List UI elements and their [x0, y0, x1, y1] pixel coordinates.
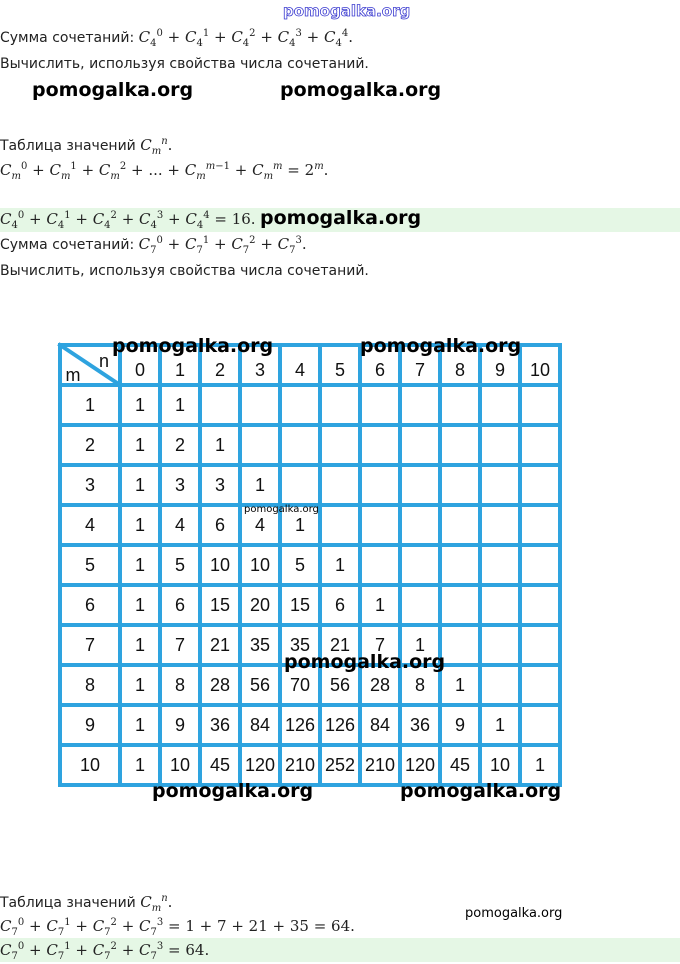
m-header: 6	[84, 595, 96, 615]
m-header: 5	[84, 555, 96, 575]
result-formula-2: $C_7^0 + C_7^1 + C_7^2 + C_7^3 = 64$.	[0, 941, 210, 962]
table-cell: 36	[409, 715, 431, 735]
n-header: 8	[454, 360, 466, 380]
n-header: 10	[529, 360, 551, 380]
m-header: 2	[84, 435, 96, 455]
table-cell: 210	[284, 755, 316, 775]
table-cell: 6	[334, 595, 346, 615]
result-formula-1: $C_4^0 + C_4^1 + C_4^2 + C_4^3 + C_4^4 = 16$.	[0, 210, 256, 231]
table-cell: 4	[174, 515, 186, 535]
watermark-table-mid: pomogalka.org	[284, 651, 446, 673]
table-cell: 28	[209, 675, 231, 695]
table-cell: 45	[209, 755, 231, 775]
sum-line-2: Сумма сочетаний: $C_7^0 + C_7^1 + C_7^2 + C_7^3$.	[0, 235, 307, 256]
table-cell: 4	[254, 515, 266, 535]
n-header: 9	[494, 360, 506, 380]
watermark-row1-right: pomogalka.org	[280, 79, 442, 101]
m-header: 4	[84, 515, 96, 535]
table-cell: 10	[169, 755, 191, 775]
table-cell: 1	[134, 755, 146, 775]
table-cell: 84	[249, 715, 271, 735]
table-cell: 3	[214, 475, 226, 495]
table-cell: 6	[214, 515, 226, 535]
n-header: 6	[374, 360, 386, 380]
table-cell: 56	[249, 675, 271, 695]
table-cell: 120	[404, 755, 436, 775]
table-cell: 1	[134, 595, 146, 615]
table-cell: 15	[289, 595, 311, 615]
watermark-table-bottom-right: pomogalka.org	[400, 780, 562, 802]
table-cell: 45	[449, 755, 471, 775]
table-cell: 126	[324, 715, 356, 735]
n-header: 1	[174, 360, 186, 380]
table-cell: 2	[174, 435, 186, 455]
m-header: 7	[84, 635, 96, 655]
table-cell: 1	[494, 715, 506, 735]
table-cell: 9	[174, 715, 186, 735]
table-cell: 1	[334, 555, 346, 575]
table-cell: 6	[174, 595, 186, 615]
table-cell: 21	[329, 635, 351, 655]
table-cell: 210	[364, 755, 396, 775]
watermark-table-bottom-left: pomogalka.org	[152, 780, 314, 802]
table-cell: 5	[174, 555, 186, 575]
table-label-1: Таблица значений $C_m^n$.	[0, 136, 173, 157]
table-cell: 20	[249, 595, 271, 615]
m-header: 8	[84, 675, 96, 695]
n-header: 4	[294, 360, 306, 380]
sum-label-1: Сумма сочетаний:	[0, 30, 139, 46]
table-cell: 1	[134, 675, 146, 695]
n-header: 5	[334, 360, 346, 380]
table-cell: 252	[324, 755, 356, 775]
m-header: 9	[84, 715, 96, 735]
table-cell: 1	[254, 475, 266, 495]
watermark-table-mid-small: pomogalka.org	[244, 504, 319, 515]
table-cell: 1	[454, 675, 466, 695]
table-cell: 8	[414, 675, 426, 695]
table-cell: 1	[134, 395, 146, 415]
table-cell: 1	[134, 635, 146, 655]
watermark-bottom-right: pomogalka.org	[465, 906, 563, 921]
table-cell: 84	[369, 715, 391, 735]
identity-formula: $C_m^0 + C_m^1 + C_m^2$ + ... + $C_m^{m-1} + C_m^m = 2^m$.	[0, 161, 329, 182]
table-cell: 1	[134, 515, 146, 535]
corner-m-label: m	[65, 365, 81, 385]
table-cell: 1	[374, 595, 386, 615]
table-cell: 7	[374, 635, 386, 655]
watermark-table-top-right: pomogalka.org	[360, 335, 522, 357]
table-cell: 21	[209, 635, 231, 655]
table-cell: 1	[294, 515, 306, 535]
n-header: 7	[414, 360, 426, 380]
table-cell: 10	[489, 755, 511, 775]
table-cell: 1	[414, 635, 426, 655]
m-header: 3	[84, 475, 96, 495]
table-cell: 8	[174, 675, 186, 695]
table-cell: 10	[209, 555, 231, 575]
table-cell: 1	[134, 475, 146, 495]
compute-line-2: Вычислить, используя свойства числа сочетаний.	[0, 263, 369, 279]
table-cell: 10	[249, 555, 271, 575]
table-cell: 70	[289, 675, 311, 695]
watermark-row1-left: pomogalka.org	[32, 79, 194, 101]
table-cell: 15	[209, 595, 231, 615]
m-header: 10	[79, 755, 101, 775]
table-cell: 7	[174, 635, 186, 655]
table-cell: 56	[329, 675, 351, 695]
watermark-table-top-left: pomogalka.org	[112, 335, 274, 357]
table-cell: 35	[289, 635, 311, 655]
n-header: 3	[254, 360, 266, 380]
table-cell: 1	[134, 715, 146, 735]
sum-formula-1: $C_4^0 + C_4^1 + C_4^2 + C_4^3 + C_4^4$.	[138, 28, 354, 49]
table-cell: 1	[214, 435, 226, 455]
table-cell: 3	[174, 475, 186, 495]
compute-line-1: Вычислить, используя свойства числа сочетаний.	[0, 56, 369, 72]
table-cell: 28	[369, 675, 391, 695]
table-cell: 1	[134, 435, 146, 455]
watermark-inline: pomogalka.org	[260, 207, 422, 229]
table-cell: 36	[209, 715, 231, 735]
n-header: 0	[134, 360, 146, 380]
watermark-top: pomogalka.org	[283, 2, 411, 20]
table-cell: 5	[294, 555, 306, 575]
m-header: 1	[84, 395, 96, 415]
table-cell: 120	[244, 755, 276, 775]
table-label-2: Таблица значений $C_m^n$.	[0, 893, 173, 914]
table-cell: 1	[174, 395, 186, 415]
corner-n-label: n	[98, 351, 110, 371]
table-cell: 1	[534, 755, 546, 775]
table-cell: 9	[454, 715, 466, 735]
table-cell: 1	[134, 555, 146, 575]
expand-formula-2: $C_7^0 + C_7^1 + C_7^2 + C_7^3 = 1 + 7 + 21 + 35 = 64$.	[0, 917, 355, 938]
n-header: 2	[214, 360, 226, 380]
table-cell: 126	[284, 715, 316, 735]
table-cell: 35	[249, 635, 271, 655]
